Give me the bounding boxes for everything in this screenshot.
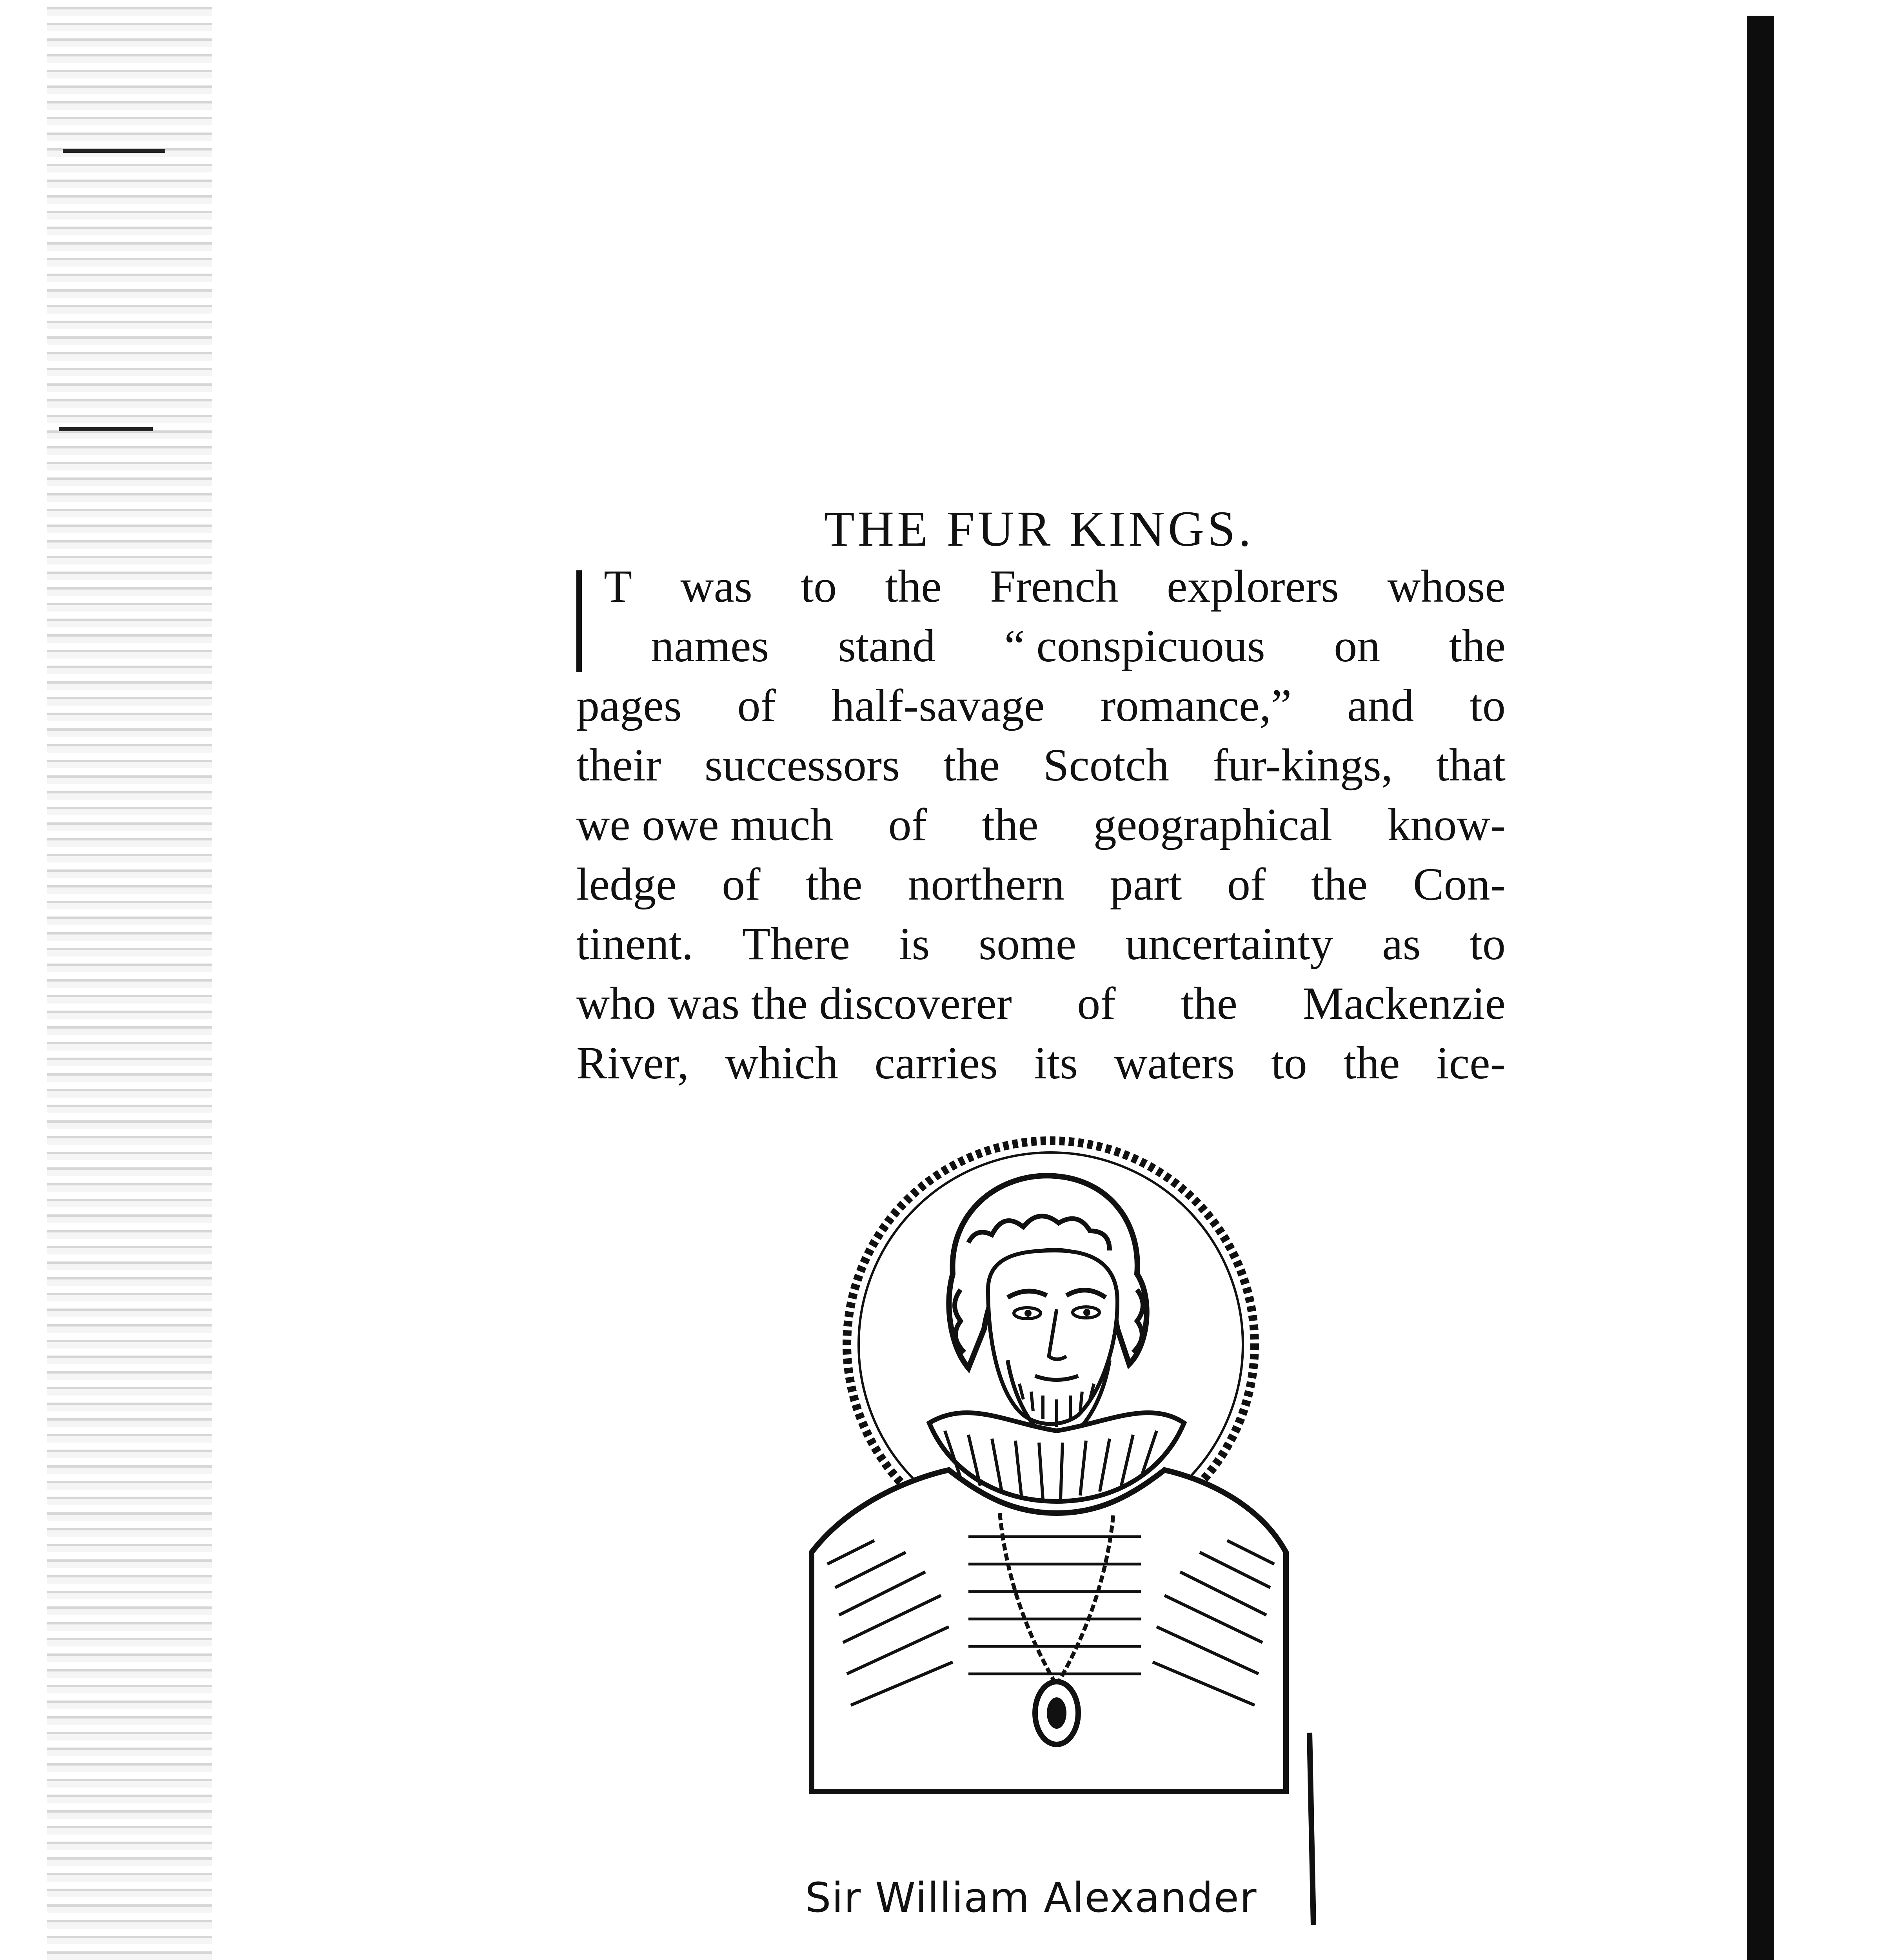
- text-line: tinent. There is some uncertainty as to: [576, 918, 1506, 969]
- text-line: their successors the Scotch fur-kings, that: [576, 739, 1506, 791]
- scan-edge-bar: [1747, 16, 1774, 1960]
- body-text: [576, 557, 1506, 1093]
- text-line: names stand “ conspicuous on the: [651, 620, 1506, 671]
- text-line: we owe much of the geographical know-: [576, 799, 1506, 850]
- text-line: ledge of the northern part of the Con-: [576, 858, 1506, 910]
- page-title: THE FUR KINGS.: [824, 501, 1254, 557]
- text-line: pages of half-savage romance,” and to: [576, 680, 1506, 731]
- scan-artifact-tick: [63, 149, 165, 153]
- portrait-caption: Sir William Alexander: [805, 1874, 1257, 1922]
- text-line: T was to the French explorers whose: [604, 561, 1506, 612]
- scan-gutter: [47, 0, 212, 1960]
- scan-artifact-tick: [59, 427, 153, 431]
- text-line: River, which carries its waters to the ice-: [576, 1037, 1506, 1089]
- engraved-portrait-icon: [765, 1125, 1333, 1933]
- text-line: who was the discoverer of the Mackenzie: [576, 978, 1506, 1029]
